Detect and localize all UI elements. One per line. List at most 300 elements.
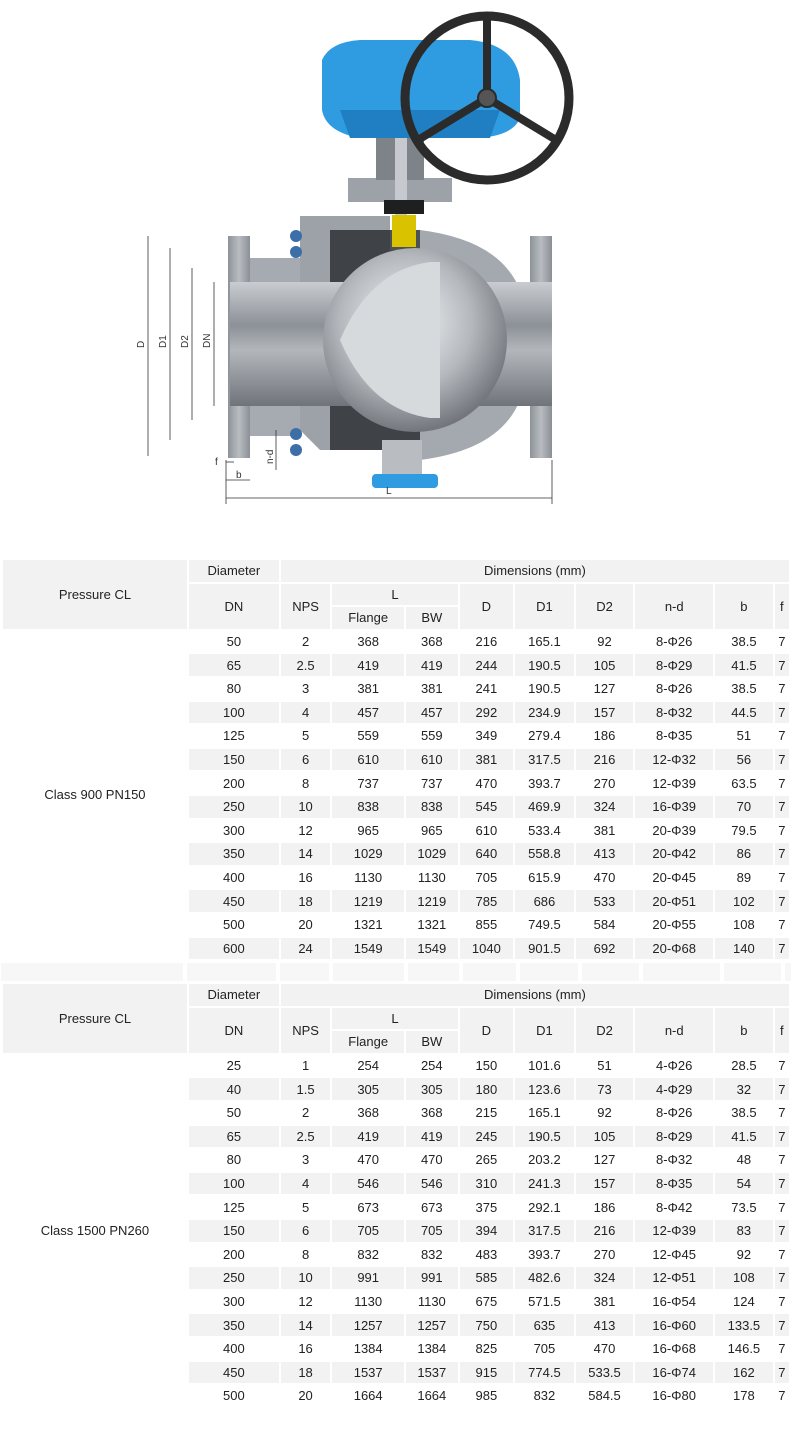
- table-cell: 7: [775, 749, 789, 771]
- flange-header: Flange: [332, 1031, 404, 1053]
- table-cell: 419: [406, 1126, 458, 1148]
- table-cell: 165.1: [528, 1105, 561, 1121]
- dim-label-d1: D1: [158, 335, 169, 348]
- table-cell: 1384: [353, 1341, 383, 1357]
- table-cell: 40: [189, 1078, 279, 1100]
- dim-label-l: L: [386, 486, 392, 497]
- table-cell: 985: [475, 1388, 498, 1404]
- table-cell: 8-Φ26: [656, 1105, 693, 1121]
- ball: [323, 248, 507, 432]
- table-cell: 585: [460, 1267, 514, 1289]
- table-cell: 381: [420, 681, 443, 697]
- table-cell: 150: [189, 1220, 279, 1242]
- table-cell: 125: [223, 728, 245, 744]
- table-cell: 38.5: [731, 1105, 757, 1121]
- table-cell: 4: [281, 702, 331, 724]
- table-cell: 20: [298, 917, 313, 933]
- table-cell: 470: [357, 1152, 380, 1168]
- table-cell: 600: [189, 938, 279, 960]
- table-cell: 8-Φ29: [635, 1126, 713, 1148]
- table-cell: 317.5: [515, 1220, 574, 1242]
- table-cell: 7: [775, 654, 789, 676]
- table-cell: 8-Φ42: [656, 1199, 693, 1215]
- table-cell: 12-Φ32: [635, 749, 713, 771]
- nd-header: n-d: [635, 1008, 713, 1053]
- pressure-header: Pressure CL: [3, 560, 187, 629]
- table-cell: 79.5: [731, 822, 757, 838]
- table-cell: 140: [715, 938, 773, 960]
- table-cell: 265: [475, 1152, 498, 1168]
- table-cell: 8-Φ26: [656, 681, 693, 697]
- table-cell: 108: [733, 917, 755, 933]
- table-cell: 533: [576, 890, 634, 912]
- table-cell: 1029: [332, 843, 404, 865]
- dimensions-header: Dimensions (mm): [281, 560, 789, 582]
- table-cell: 105: [576, 1126, 634, 1148]
- table-cell: 673: [420, 1199, 443, 1215]
- table-cell: 1321: [417, 917, 447, 933]
- table-cell: 165.1: [528, 634, 561, 650]
- table-cell: 7: [778, 917, 786, 933]
- table-cell: 14: [281, 1314, 331, 1336]
- table-cell: 16-Φ54: [652, 1294, 697, 1310]
- table-cell: 20: [298, 1388, 313, 1404]
- table-cell: 105: [576, 654, 634, 676]
- table-cell: 2: [301, 1105, 310, 1121]
- table-cell: 305: [406, 1078, 458, 1100]
- dim-label-d2: D2: [180, 335, 191, 348]
- diameter-header: Diameter: [189, 984, 279, 1006]
- table-cell: 1130: [354, 1294, 383, 1310]
- table-cell: 254: [420, 1058, 443, 1074]
- table-cell: 686: [515, 890, 574, 912]
- table-cell: 7: [778, 1294, 786, 1310]
- table-cell: 7: [778, 1246, 786, 1262]
- table-cell: 14: [281, 843, 331, 865]
- nd-header: n-d: [635, 584, 713, 629]
- table-cell: 83: [715, 1220, 773, 1242]
- table-cell: 7: [778, 1152, 786, 1168]
- table-cell: 16: [298, 1341, 313, 1357]
- table-cell: 150: [189, 749, 279, 771]
- table-cell: 419: [332, 654, 404, 676]
- table-cell: 7: [778, 681, 786, 697]
- table-cell: 108: [715, 1267, 773, 1289]
- table-cell: 7: [778, 1105, 786, 1121]
- table-cell: 1537: [332, 1362, 404, 1384]
- table-cell: 7: [775, 890, 789, 912]
- table-cell: 610: [332, 749, 404, 771]
- dim-label-f: f: [215, 457, 218, 468]
- table-cell: 1549: [332, 938, 404, 960]
- table-cell: 482.6: [515, 1267, 574, 1289]
- table-cell: 413: [576, 1314, 634, 1336]
- table-cell: 186: [593, 728, 616, 744]
- dn-header: DN: [189, 1008, 279, 1053]
- table-cell: 855: [475, 917, 498, 933]
- table-cell: 70: [715, 796, 773, 818]
- table-cell: 470: [593, 870, 616, 886]
- table-cell: 51: [736, 728, 752, 744]
- table-cell: 16-Φ39: [635, 796, 713, 818]
- table-cell: 324: [576, 1267, 634, 1289]
- pressure-class-cell: Class 1500 PN260: [3, 1055, 187, 1407]
- dn-header: DN: [189, 584, 279, 629]
- table-cell: 279.4: [528, 728, 561, 744]
- table-cell: 146.5: [727, 1341, 761, 1357]
- table-cell: 901.5: [515, 938, 574, 960]
- bw-header: BW: [406, 1031, 458, 1053]
- table-cell: 615.9: [528, 870, 561, 886]
- table-cell: 457: [406, 702, 458, 724]
- table-cell: 825: [475, 1341, 498, 1357]
- table-cell: 12-Φ45: [652, 1246, 697, 1262]
- table-cell: 28.5: [731, 1058, 757, 1074]
- table-cell: 12: [298, 822, 313, 838]
- table-cell: 1: [301, 1058, 310, 1074]
- table-cell: 100: [189, 1173, 279, 1195]
- d-header: D: [460, 584, 514, 629]
- table-cell: 558.8: [515, 843, 574, 865]
- table-cell: 65: [189, 1126, 279, 1148]
- table-cell: 368: [420, 634, 443, 650]
- table-cell: 48: [736, 1152, 752, 1168]
- table-cell: 838: [406, 796, 458, 818]
- table-cell: 368: [357, 634, 380, 650]
- table-cell: 20-Φ45: [652, 870, 697, 886]
- table-cell: 6: [281, 1220, 331, 1242]
- table-cell: 73.5: [731, 1199, 757, 1215]
- dim-label-dn: DN: [202, 333, 213, 348]
- table-cell: 12: [298, 1294, 313, 1310]
- table-cell: 10: [281, 796, 331, 818]
- table-cell: 7: [775, 702, 789, 724]
- table-cell: 215: [475, 1105, 498, 1121]
- table-cell: 92: [736, 1246, 752, 1262]
- table-cell: 7: [775, 1267, 789, 1289]
- table-cell: 750: [460, 1314, 514, 1336]
- table-cell: 375: [475, 1199, 498, 1215]
- table-cell: 16-Φ74: [635, 1362, 713, 1384]
- table-cell: 8-Φ35: [635, 1173, 713, 1195]
- table-cell: 500: [223, 1388, 245, 1404]
- table-cell: 186: [593, 1199, 616, 1215]
- table-cell: 4-Φ29: [635, 1078, 713, 1100]
- table-row: [3, 631, 789, 653]
- table-cell: 7: [775, 843, 789, 865]
- table-cell: 8-Φ32: [635, 702, 713, 724]
- table-cell: 190.5: [528, 681, 561, 697]
- table-cell: 8-Φ32: [656, 1152, 693, 1168]
- table-cell: 413: [576, 843, 634, 865]
- table-cell: 450: [189, 890, 279, 912]
- table-cell: 470: [593, 1341, 616, 1357]
- table-spacer: [1, 963, 791, 981]
- table-cell: 244: [460, 654, 514, 676]
- table-cell: 16: [298, 870, 313, 886]
- table-cell: 571.5: [528, 1294, 561, 1310]
- table-cell: 7: [778, 728, 786, 744]
- spec-table-class-1500: [1, 982, 791, 1409]
- table-cell: 7: [778, 822, 786, 838]
- valve-drawing: [0, 0, 800, 540]
- table-cell: 1029: [406, 843, 458, 865]
- nps-header: NPS: [281, 584, 331, 629]
- table-cell: 368: [420, 1105, 443, 1121]
- table-cell: 241.3: [515, 1173, 574, 1195]
- table-cell: 393.7: [528, 1246, 561, 1262]
- table-cell: 7: [775, 1314, 789, 1336]
- table-cell: 25: [226, 1058, 242, 1074]
- table-cell: 450: [189, 1362, 279, 1384]
- table-cell: 785: [460, 890, 514, 912]
- table-cell: 1130: [354, 870, 383, 886]
- table-cell: 705: [406, 1220, 458, 1242]
- table-cell: 2: [301, 634, 310, 650]
- dimensions-header: Dimensions (mm): [281, 984, 789, 1006]
- d1-header: D1: [515, 584, 574, 629]
- table-cell: 245: [460, 1126, 514, 1148]
- dim-label-d: D: [136, 340, 147, 348]
- b-header: b: [715, 584, 773, 629]
- f-header: f: [775, 584, 789, 629]
- table-cell: 270: [593, 775, 616, 791]
- table-cell: 125: [223, 1199, 245, 1215]
- table-cell: 41.5: [715, 654, 773, 676]
- table-cell: 533.5: [576, 1362, 634, 1384]
- table-cell: 162: [715, 1362, 773, 1384]
- table-cell: 7: [778, 1388, 786, 1404]
- table-cell: 2.5: [281, 1126, 331, 1148]
- table-cell: 705: [533, 1341, 556, 1357]
- table-cell: 483: [475, 1246, 498, 1262]
- table-cell: 4: [281, 1173, 331, 1195]
- table-cell: 5: [301, 728, 310, 744]
- table-cell: 157: [576, 702, 634, 724]
- table-cell: 705: [332, 1220, 404, 1242]
- table-cell: 470: [420, 1152, 443, 1168]
- table-cell: 1130: [417, 870, 446, 886]
- table-cell: 7: [778, 1058, 786, 1074]
- flange-header: Flange: [332, 607, 404, 629]
- table-cell: 400: [223, 870, 245, 886]
- table-cell: 832: [357, 1246, 380, 1262]
- nps-header: NPS: [281, 1008, 331, 1053]
- table-cell: 250: [189, 1267, 279, 1289]
- trunnion: [382, 440, 422, 476]
- table-cell: 381: [593, 1294, 616, 1310]
- table-cell: 12-Φ39: [652, 775, 697, 791]
- table-cell: 324: [576, 796, 634, 818]
- table-cell: 50: [226, 634, 242, 650]
- table-cell: 457: [332, 702, 404, 724]
- table-cell: 86: [715, 843, 773, 865]
- table-cell: 241: [475, 681, 498, 697]
- table-cell: 178: [733, 1388, 755, 1404]
- table-cell: 292: [460, 702, 514, 724]
- table-cell: 8: [301, 1246, 310, 1262]
- table-cell: 546: [406, 1173, 458, 1195]
- table-cell: 190.5: [515, 654, 574, 676]
- table-cell: 50: [226, 1105, 242, 1121]
- f-header: f: [775, 1008, 789, 1053]
- table-cell: 89: [736, 870, 752, 886]
- table-cell: 915: [460, 1362, 514, 1384]
- table-cell: 7: [775, 1362, 789, 1384]
- table-cell: 610: [406, 749, 458, 771]
- pressure-class-cell: Class 900 PN150: [3, 631, 187, 959]
- table-cell: 20-Φ51: [635, 890, 713, 912]
- table-cell: 1219: [406, 890, 458, 912]
- diameter-header: Diameter: [189, 560, 279, 582]
- table-cell: 123.6: [515, 1078, 574, 1100]
- table-cell: 20-Φ39: [652, 822, 697, 838]
- table-cell: 832: [420, 1246, 443, 1262]
- table-cell: 610: [475, 822, 498, 838]
- table-cell: 270: [593, 1246, 616, 1262]
- table-cell: 317.5: [515, 749, 574, 771]
- table-cell: 991: [332, 1267, 404, 1289]
- table-cell: 38.5: [731, 634, 757, 650]
- table-cell: 20-Φ55: [652, 917, 697, 933]
- table-cell: 1537: [406, 1362, 458, 1384]
- table-cell: 157: [576, 1173, 634, 1195]
- dim-label-b: b: [236, 470, 242, 481]
- table-cell: 8-Φ29: [635, 654, 713, 676]
- table-cell: 394: [460, 1220, 514, 1242]
- table-cell: 675: [475, 1294, 498, 1310]
- table-cell: 381: [357, 681, 380, 697]
- table-cell: 419: [332, 1126, 404, 1148]
- l-header: L: [332, 584, 457, 606]
- table-cell: 180: [460, 1078, 514, 1100]
- table-cell: 838: [332, 796, 404, 818]
- table-cell: 7: [775, 938, 789, 960]
- table-cell: 216: [475, 634, 498, 650]
- table-cell: 6: [281, 749, 331, 771]
- table-cell: 7: [778, 1199, 786, 1215]
- dim-label-nd: n-d: [265, 449, 276, 464]
- table-cell: 3: [301, 681, 310, 697]
- table-cell: 7: [778, 775, 786, 791]
- pressure-header: Pressure CL: [3, 984, 187, 1053]
- table-cell: 292.1: [528, 1199, 561, 1215]
- table-cell: 1549: [406, 938, 458, 960]
- table-cell: 4-Φ26: [656, 1058, 693, 1074]
- table-cell: 500: [223, 917, 245, 933]
- table-cell: 1664: [417, 1388, 447, 1404]
- table-cell: 250: [189, 796, 279, 818]
- table-cell: 1321: [353, 917, 383, 933]
- table-cell: 533.4: [528, 822, 561, 838]
- table-cell: 51: [597, 1058, 612, 1074]
- table-cell: 368: [357, 1105, 380, 1121]
- table-cell: 7: [775, 1220, 789, 1242]
- table-cell: 12-Φ39: [635, 1220, 713, 1242]
- table-cell: 469.9: [515, 796, 574, 818]
- table-cell: 2.5: [281, 654, 331, 676]
- table-cell: 705: [475, 870, 498, 886]
- bw-header: BW: [406, 607, 458, 629]
- table-cell: 18: [281, 1362, 331, 1384]
- table-cell: 8: [301, 775, 310, 791]
- table-cell: 350: [189, 1314, 279, 1336]
- table-cell: 32: [715, 1078, 773, 1100]
- table-cell: 133.5: [715, 1314, 773, 1336]
- table-cell: 381: [593, 822, 616, 838]
- table-cell: 12-Φ51: [635, 1267, 713, 1289]
- table-cell: 127: [593, 681, 616, 697]
- table-cell: 310: [460, 1173, 514, 1195]
- table-cell: 7: [778, 870, 786, 886]
- table-cell: 80: [226, 1152, 242, 1168]
- table-cell: 5: [301, 1199, 310, 1215]
- table-cell: 102: [715, 890, 773, 912]
- table-cell: 8-Φ26: [656, 634, 693, 650]
- table-cell: 101.6: [528, 1058, 561, 1074]
- table-cell: 8-Φ35: [656, 728, 693, 744]
- table-cell: 56: [715, 749, 773, 771]
- table-cell: 234.9: [515, 702, 574, 724]
- table-cell: 349: [475, 728, 498, 744]
- table-cell: 673: [357, 1199, 380, 1215]
- table-cell: 774.5: [515, 1362, 574, 1384]
- table-cell: 7: [775, 796, 789, 818]
- table-cell: 38.5: [731, 681, 757, 697]
- table-cell: 300: [223, 822, 245, 838]
- table-cell: 124: [733, 1294, 755, 1310]
- table-cell: 190.5: [515, 1126, 574, 1148]
- table-cell: 18: [281, 890, 331, 912]
- b-header: b: [715, 1008, 773, 1053]
- table-cell: 24: [281, 938, 331, 960]
- table-cell: 1664: [353, 1388, 383, 1404]
- table-cell: 635: [515, 1314, 574, 1336]
- table-cell: 203.2: [528, 1152, 561, 1168]
- table-cell: 545: [460, 796, 514, 818]
- table-cell: 559: [420, 728, 443, 744]
- table-cell: 1257: [406, 1314, 458, 1336]
- table-cell: 1130: [417, 1294, 446, 1310]
- table-cell: 200: [223, 775, 245, 791]
- table-cell: 737: [420, 775, 443, 791]
- table-cell: 92: [597, 634, 612, 650]
- table-cell: 350: [189, 843, 279, 865]
- table-cell: 1.5: [281, 1078, 331, 1100]
- table-cell: 44.5: [715, 702, 773, 724]
- table-cell: 737: [357, 775, 380, 791]
- table-cell: 216: [576, 1220, 634, 1242]
- table-cell: 559: [357, 728, 380, 744]
- table-cell: 200: [223, 1246, 245, 1262]
- table-cell: 584.5: [588, 1388, 621, 1404]
- table-cell: 7: [775, 1078, 789, 1100]
- table-cell: 381: [460, 749, 514, 771]
- table-cell: 63.5: [731, 775, 757, 791]
- table-cell: 300: [223, 1294, 245, 1310]
- d2-header: D2: [576, 584, 634, 629]
- table-cell: 92: [597, 1105, 612, 1121]
- table-cell: 10: [281, 1267, 331, 1289]
- table-cell: 7: [775, 1126, 789, 1148]
- l-header: L: [332, 1008, 457, 1030]
- table-cell: 41.5: [715, 1126, 773, 1148]
- table-cell: 127: [593, 1152, 616, 1168]
- table-cell: 100: [189, 702, 279, 724]
- table-cell: 7: [778, 1341, 786, 1357]
- table-cell: 1040: [460, 938, 514, 960]
- table-cell: 832: [533, 1388, 556, 1404]
